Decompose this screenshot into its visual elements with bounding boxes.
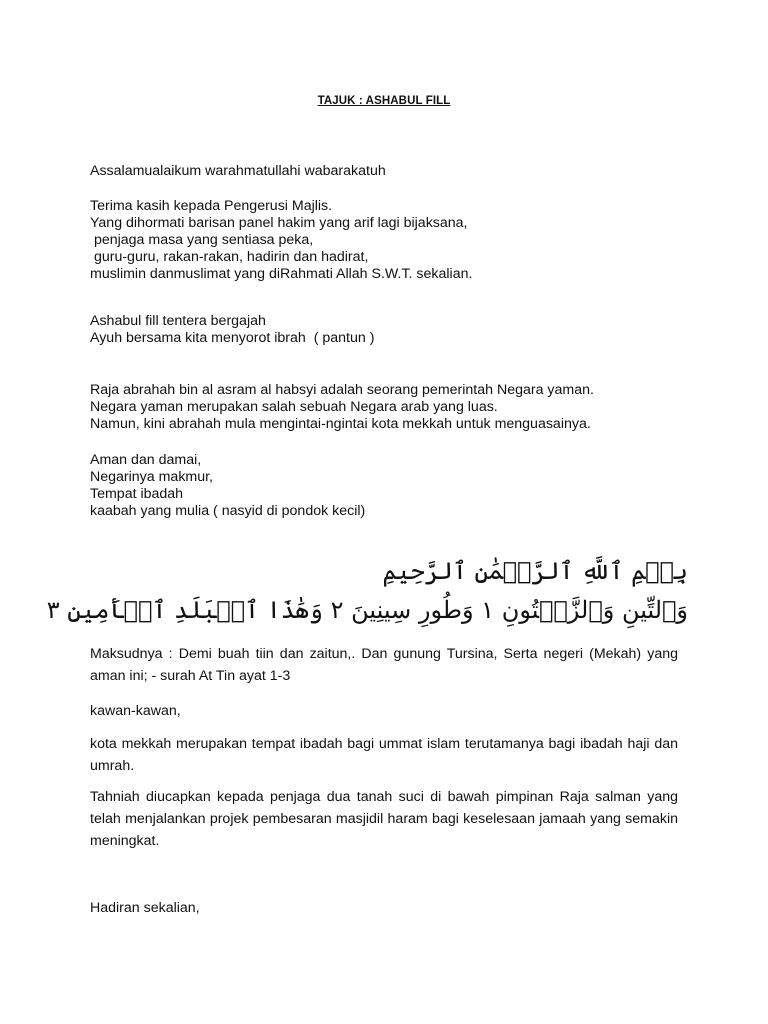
story-line: Raja abrahah bin al asram al habsyi adalah seorang pemerintah Negara yaman. — [90, 382, 594, 398]
mecca-paragraph: kota mekkah merupakan tempat ibadah bagi ummat islam terutamanya bagi ibadah haji dan umrah. — [90, 736, 678, 774]
intro-line: Yang dihormati barisan panel hakim yang arif lagi bijaksana, — [90, 215, 468, 231]
greeting-line: Assalamualaikum warahmatullahi wabarakatuh — [90, 163, 386, 179]
greeting — [90, 163, 690, 180]
pantun-line: Ashabul fill tentera bergajah — [90, 313, 266, 329]
nasyid-line: Negarinya makmur, — [90, 469, 214, 485]
intro-line: Terima kasih kepada Pengerusi Majlis. — [90, 198, 333, 214]
arabic-basmalah: بِسۡمِ ٱللَّهِ ٱلرَّحۡمَٰنِ ٱلرَّحِيمِ — [382, 557, 688, 585]
nasyid-block — [90, 452, 690, 520]
tahniah-paragraph: Tahniah diucapkan kepada penjaga dua tanah suci di bawah pimpinan Raja salman yang telah menjalankan projek pembesaran masjidil haram bagi keselesaan jamaah yang semakin meningkat. — [90, 789, 678, 849]
address-friends: kawan-kawan, — [90, 703, 181, 719]
story-block — [90, 382, 690, 433]
pantun-line: Ayuh bersama kita menyorot ibrah ( pantun ) — [90, 330, 375, 346]
intro-block — [90, 198, 690, 283]
intro-line: penjaga masa yang sentiasa peka, — [90, 232, 314, 248]
story-line: Namun, kini abrahah mula mengintai-ngintai kota mekkah untuk menguasainya. — [90, 416, 591, 432]
arabic-verse: وَٱلتِّينِ وَٱلزَّيۡتُونِ ١ وَطُورِ سِينِينَ ٢ وَهَٰذَا ٱلۡبَلَدِ ٱلۡأَمِينِ ٣ — [46, 596, 688, 624]
pantun-block — [90, 313, 690, 347]
address-audience: Hadiran sekalian, — [90, 900, 200, 916]
nasyid-line: Tempat ibadah — [90, 486, 184, 502]
intro-line: guru-guru, rakan-rakan, hadirin dan hadirat, — [90, 249, 369, 265]
meaning-paragraph: Maksudnya : Demi buah tiin dan zaitun,. Dan gunung Tursina, Serta negeri (Mekah) yang aman ini; - surah At Tin ayat 1-3 — [90, 646, 678, 684]
document-title: TAJUK : ASHABUL FILL — [317, 95, 451, 107]
story-line: Negara yaman merupakan salah sebuah Negara arab yang luas. — [90, 399, 498, 415]
nasyid-line: Aman dan damai, — [90, 452, 202, 468]
intro-line: muslimin danmuslimat yang diRahmati Allah S.W.T. sekalian. — [90, 266, 473, 282]
nasyid-line: kaabah yang mulia ( nasyid di pondok kecil) — [90, 503, 366, 519]
